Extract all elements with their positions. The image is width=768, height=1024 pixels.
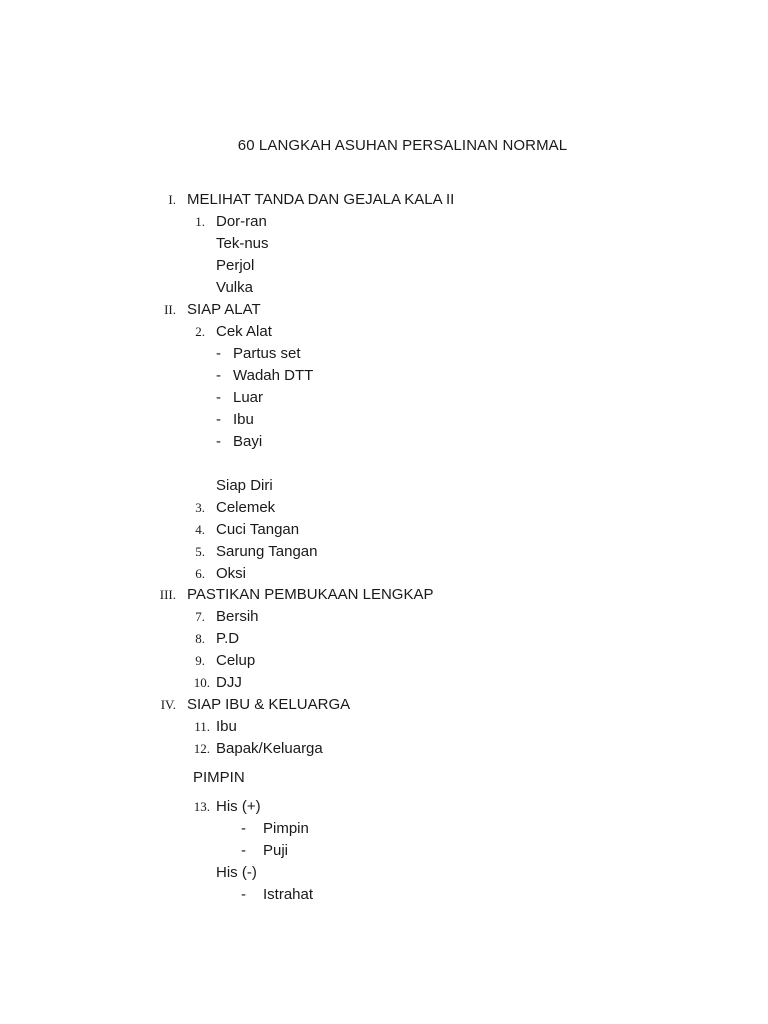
step-2	[0, 321, 768, 343]
section-4-numeral: IV.	[160, 697, 176, 712]
step-1-number: 1.	[195, 214, 205, 229]
step-10	[0, 672, 768, 694]
section-2-label: SIAP ALAT	[187, 301, 261, 318]
subheading-siap-diri	[0, 475, 768, 497]
list-item	[0, 409, 768, 431]
list-item	[0, 840, 768, 862]
step-1	[0, 211, 768, 233]
step-5	[0, 541, 768, 563]
list-item-label: Puji	[263, 842, 289, 859]
list-item-label: Pimpin	[263, 820, 309, 837]
step-7	[0, 606, 768, 628]
list-item	[0, 343, 768, 365]
step-1-label: Dor-ran	[216, 213, 267, 230]
step-12-number: 12.	[193, 741, 210, 756]
bullet-dash: -	[216, 389, 221, 406]
section-4	[0, 694, 768, 716]
list-item-label: Ibu	[233, 411, 254, 428]
subheading-pimpin	[0, 767, 768, 789]
section-4-label: SIAP IBU & KELUARGA	[187, 696, 351, 713]
step-5-label: Sarung Tangan	[216, 543, 318, 560]
siap-diri-label: Siap Diri	[216, 477, 273, 494]
list-item-label: Bayi	[233, 433, 263, 450]
bullet-dash: -	[216, 367, 221, 384]
list-item-label: Luar	[233, 389, 264, 406]
step-1-line-tek-nus: Tek-nus	[216, 235, 269, 252]
step-4	[0, 519, 768, 541]
his-minus-label: His (-)	[216, 864, 257, 881]
list-item	[0, 884, 768, 906]
step-2-label: Cek Alat	[216, 323, 272, 340]
section-1-numeral: I.	[168, 192, 176, 207]
step-1-continuation	[0, 233, 768, 255]
list-item-label: Partus set	[233, 345, 301, 362]
step-4-number: 4.	[195, 522, 205, 537]
step-8-number: 8.	[195, 631, 205, 646]
list-item-label: Wadah DTT	[233, 367, 314, 384]
list-item	[0, 365, 768, 387]
list-item	[0, 818, 768, 840]
step-12-label: Bapak/Keluarga	[216, 740, 323, 757]
step-6-number: 6.	[195, 566, 205, 581]
section-3	[0, 584, 768, 606]
step-4-label: Cuci Tangan	[216, 521, 300, 538]
bullet-dash: -	[216, 411, 221, 428]
list-item	[0, 387, 768, 409]
step-7-number: 7.	[195, 609, 205, 624]
step-1-line-vulka: Vulka	[216, 279, 253, 296]
bullet-dash: -	[216, 345, 221, 362]
section-2	[0, 299, 768, 321]
step-10-label: DJJ	[216, 674, 242, 691]
pimpin-label: PIMPIN	[193, 769, 245, 786]
list-item	[0, 431, 768, 453]
section-3-numeral: III.	[159, 587, 176, 602]
step-6	[0, 563, 768, 585]
step-3	[0, 497, 768, 519]
section-3-label: PASTIKAN PEMBUKAAN LENGKAP	[187, 586, 434, 603]
step-2-number: 2.	[195, 324, 205, 339]
step-9-number: 9.	[195, 653, 205, 668]
step-11-number: 11.	[194, 719, 210, 734]
section-1-label: MELIHAT TANDA DAN GEJALA KALA II	[187, 191, 455, 208]
list-item-label: Istrahat	[263, 886, 314, 903]
step-9	[0, 650, 768, 672]
step-13-label: His (+)	[216, 798, 261, 815]
step-3-label: Celemek	[216, 499, 276, 516]
bullet-dash: -	[241, 842, 246, 859]
step-10-number: 10.	[193, 675, 210, 690]
step-13	[0, 796, 768, 818]
his-minus	[0, 862, 768, 884]
step-1-line-perjol: Perjol	[216, 257, 255, 274]
step-8-label: P.D	[216, 630, 240, 647]
step-9-label: Celup	[216, 652, 256, 669]
step-5-number: 5.	[195, 544, 205, 559]
bullet-dash: -	[241, 820, 246, 837]
step-11	[0, 716, 768, 738]
step-1-continuation	[0, 255, 768, 277]
step-6-label: Oksi	[216, 565, 246, 582]
step-13-number: 13.	[193, 799, 210, 814]
step-12	[0, 738, 768, 760]
step-11-label: Ibu	[216, 718, 237, 735]
section-2-numeral: II.	[164, 302, 176, 317]
bullet-dash: -	[241, 886, 246, 903]
section-1	[0, 189, 768, 211]
document-title: 60 LANGKAH ASUHAN PERSALINAN NORMAL	[237, 137, 568, 154]
step-8	[0, 628, 768, 650]
step-1-continuation	[0, 277, 768, 299]
step-3-number: 3.	[195, 500, 205, 515]
bullet-dash: -	[216, 433, 221, 450]
step-7-label: Bersih	[216, 608, 259, 625]
